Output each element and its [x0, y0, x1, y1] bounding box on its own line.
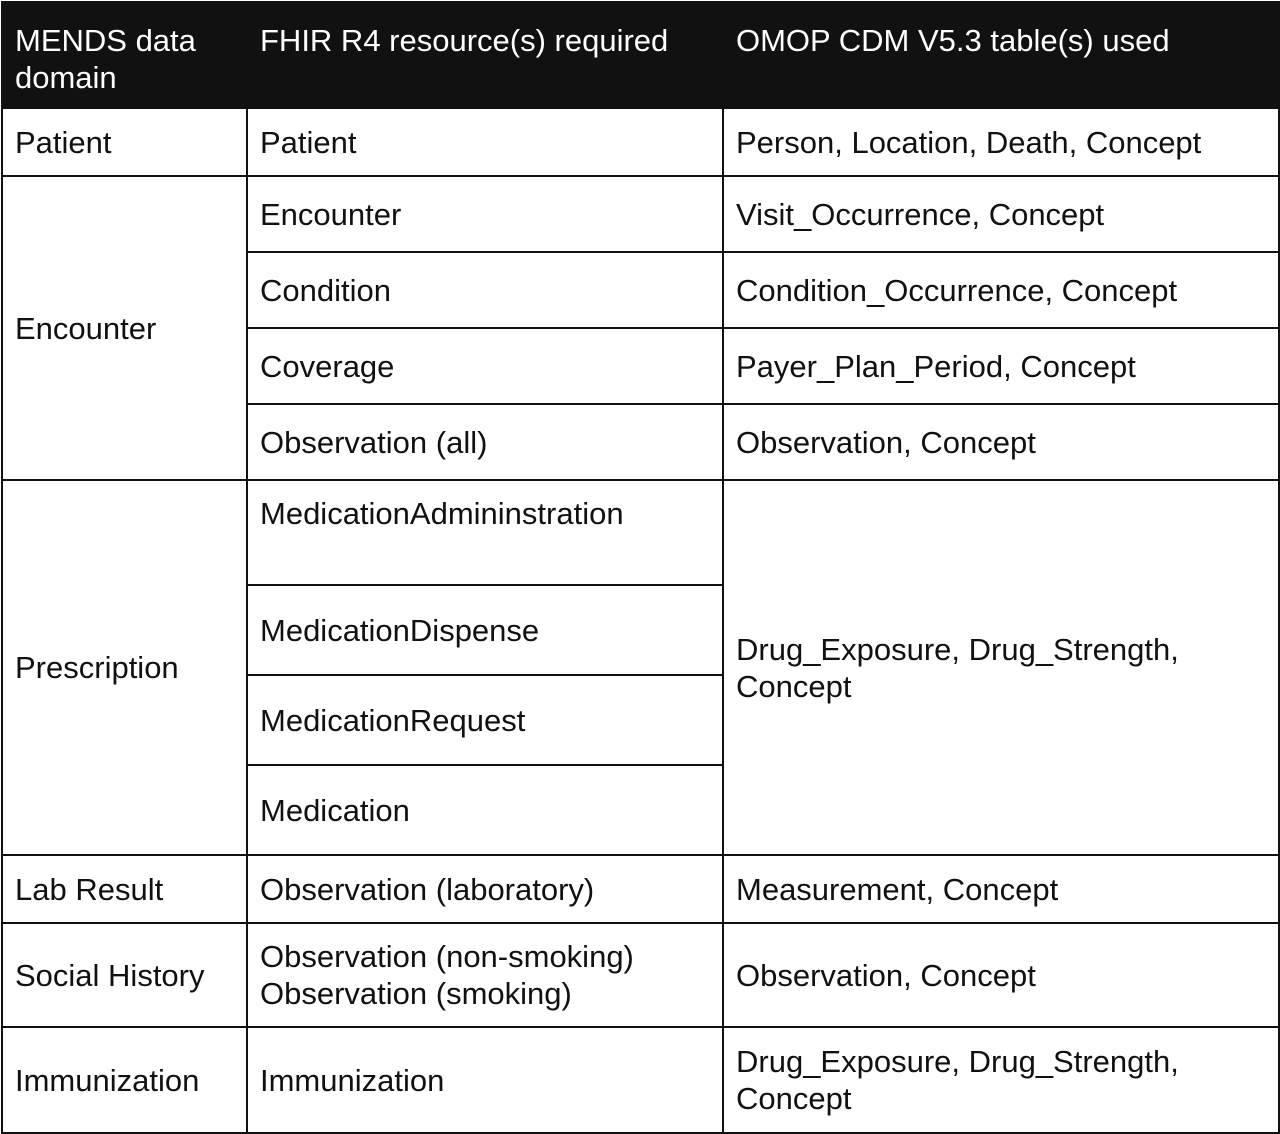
table-row-medication-administration	[2, 480, 1279, 585]
domain-cell: Prescription	[2, 480, 247, 855]
domain-cell: Immunization	[2, 1027, 247, 1133]
header-omop-tables: OMOP CDM V5.3 table(s) used	[723, 2, 1279, 108]
mapping-table	[1, 1, 1280, 1134]
fhir-cell	[247, 923, 723, 1027]
omop-cell: Condition_Occurrence, Concept	[723, 252, 1279, 328]
fhir-cell: Encounter	[247, 176, 723, 252]
domain-cell: Patient	[2, 108, 247, 176]
fhir-cell: Observation (laboratory)	[247, 855, 723, 923]
table-row-social-history	[2, 923, 1279, 1027]
fhir-cell: Coverage	[247, 328, 723, 404]
fhir-cell: Patient	[247, 108, 723, 176]
header-row	[2, 2, 1279, 108]
fhir-cell: Medication	[247, 765, 723, 855]
fhir-cell: MedicationRequest	[247, 675, 723, 765]
omop-cell	[723, 1027, 1279, 1133]
omop-cell: Person, Location, Death, Concept	[723, 108, 1279, 176]
table-row-encounter	[2, 176, 1279, 252]
omop-line: Drug_Exposure, Drug_Strength,	[736, 631, 1179, 667]
omop-line: Concept	[736, 668, 852, 704]
fhir-cell: Condition	[247, 252, 723, 328]
header-mends-domain: MENDS data domain	[2, 2, 247, 108]
fhir-cell: MedicationAdmininstration	[247, 480, 723, 585]
domain-cell: Lab Result	[2, 855, 247, 923]
fhir-line: Observation (smoking)	[260, 976, 572, 1011]
omop-cell: Measurement, Concept	[723, 855, 1279, 923]
omop-cell: Observation, Concept	[723, 404, 1279, 480]
table-header	[2, 2, 1279, 108]
table-body	[2, 108, 1279, 1133]
domain-cell: Encounter	[2, 176, 247, 480]
fhir-cell: Observation (all)	[247, 404, 723, 480]
omop-cell: Observation, Concept	[723, 923, 1279, 1027]
table-row-immunization	[2, 1027, 1279, 1133]
fhir-cell: MedicationDispense	[247, 585, 723, 675]
fhir-line: Observation (non-smoking)	[260, 939, 634, 974]
omop-cell: Payer_Plan_Period, Concept	[723, 328, 1279, 404]
table-row-lab-result	[2, 855, 1279, 923]
omop-line: Concept	[736, 1081, 852, 1116]
domain-cell: Social History	[2, 923, 247, 1027]
fhir-cell: Immunization	[247, 1027, 723, 1133]
omop-line: Drug_Exposure, Drug_Strength,	[736, 1044, 1179, 1079]
omop-cell: Visit_Occurrence, Concept	[723, 176, 1279, 252]
header-fhir-resources: FHIR R4 resource(s) required	[247, 2, 723, 108]
table-row-patient	[2, 108, 1279, 176]
omop-cell	[723, 480, 1279, 855]
